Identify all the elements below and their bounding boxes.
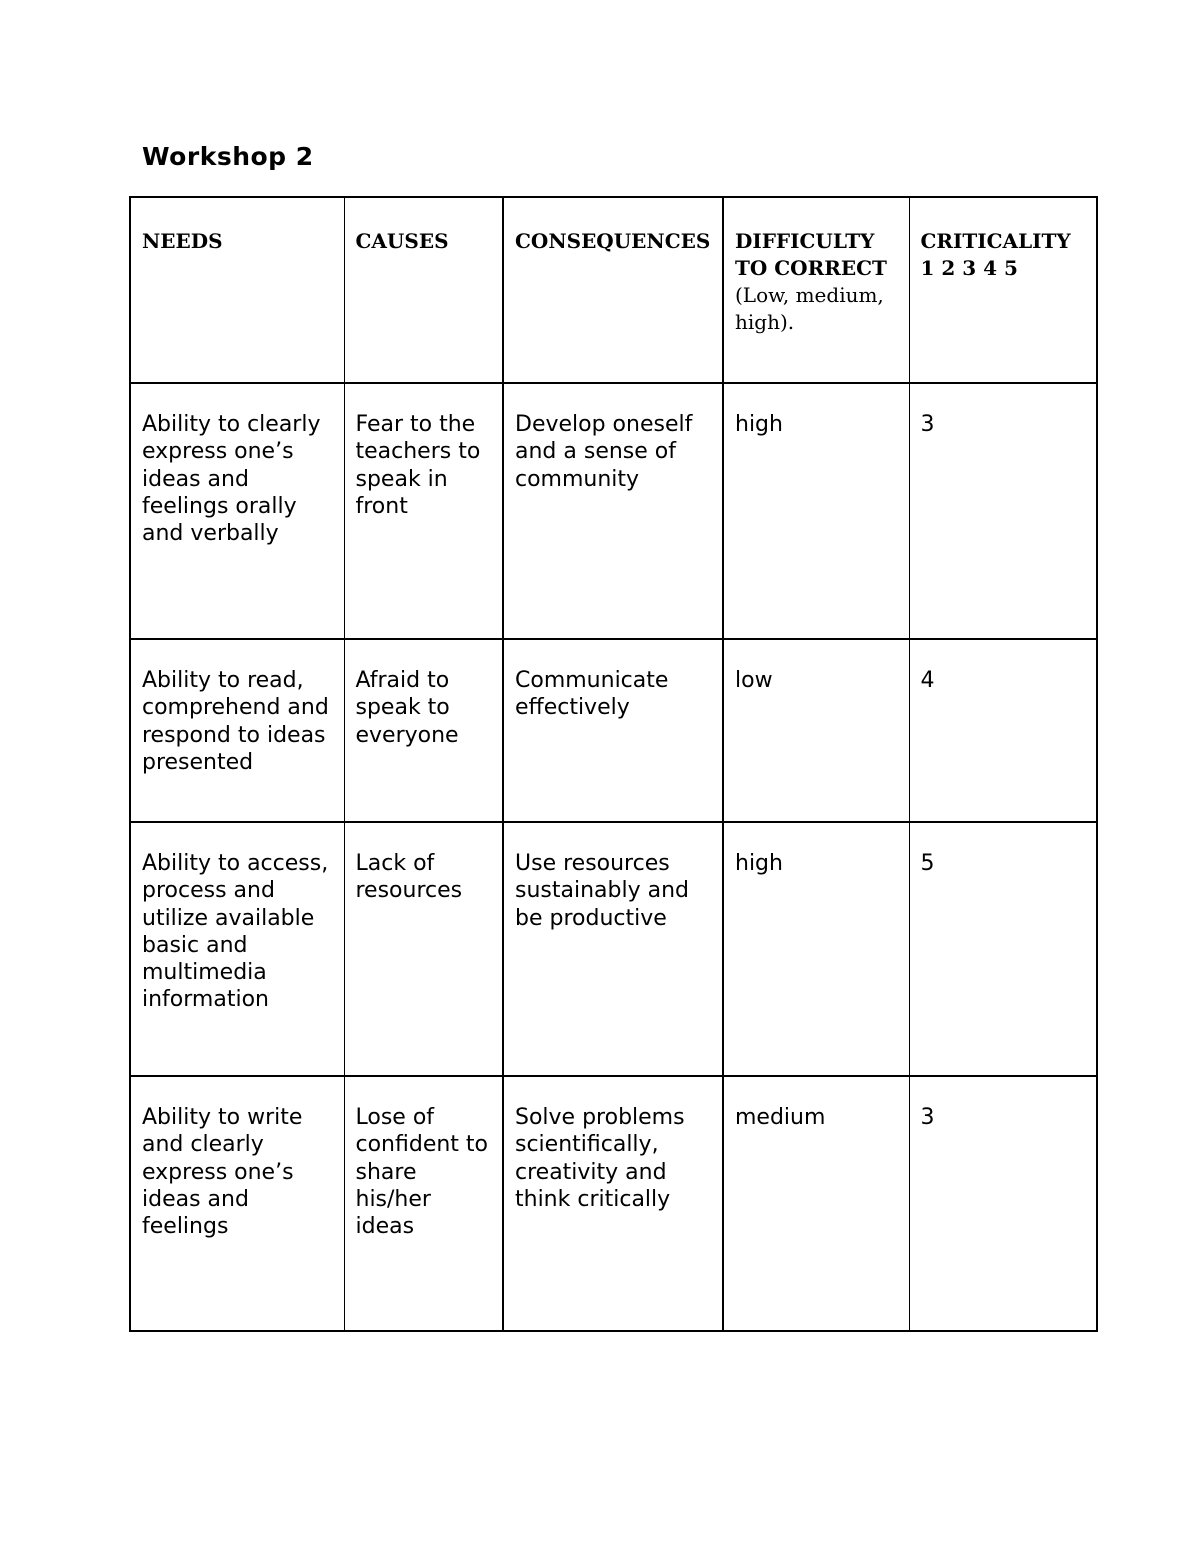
criticality-cell: 4 bbox=[909, 639, 1097, 822]
criticality-cell: 3 bbox=[909, 1076, 1097, 1331]
need-cell: Ability to access, process and utilize available basic and multimedia information bbox=[130, 822, 344, 1076]
criticality-cell: 3 bbox=[909, 383, 1097, 639]
need-cell: Ability to read, comprehend and respond to ideas presented bbox=[130, 639, 344, 822]
difficulty-cell: high bbox=[723, 383, 909, 639]
consequence-cell: Communicate effectively bbox=[503, 639, 723, 822]
cause-cell: Afraid to speak to everyone bbox=[344, 639, 503, 822]
table-row bbox=[130, 1076, 1097, 1331]
header-difficulty: DIFFICULTY TO CORRECT bbox=[735, 229, 887, 280]
table-row bbox=[130, 383, 1097, 639]
header-cell-causes bbox=[344, 197, 503, 383]
header-causes: CAUSES bbox=[355, 229, 449, 253]
need-cell: Ability to clearly express one’s ideas and feelings orally and verbally bbox=[130, 383, 344, 639]
header-difficulty-note: (Low, medium, high). bbox=[735, 283, 884, 334]
criticality-cell: 5 bbox=[909, 822, 1097, 1076]
document-title: Workshop 2 bbox=[142, 142, 314, 171]
header-cell-consequences bbox=[503, 197, 723, 383]
cause-cell: Fear to the teachers to speak in front bbox=[344, 383, 503, 639]
need-cell: Ability to write and clearly express one’s ideas and feelings bbox=[130, 1076, 344, 1331]
header-criticality: CRITICALITY 1 2 3 4 5 bbox=[920, 229, 1071, 280]
consequence-cell: Develop oneself and a sense of community bbox=[503, 383, 723, 639]
consequence-cell: Solve problems scientifically, creativity and think critically bbox=[503, 1076, 723, 1331]
table-header-row bbox=[130, 197, 1097, 383]
header-cell-difficulty bbox=[723, 197, 909, 383]
difficulty-cell: medium bbox=[723, 1076, 909, 1331]
header-cell-criticality bbox=[909, 197, 1097, 383]
consequence-cell: Use resources sustainably and be productive bbox=[503, 822, 723, 1076]
header-needs: NEEDS bbox=[142, 229, 223, 253]
table-row bbox=[130, 639, 1097, 822]
difficulty-cell: low bbox=[723, 639, 909, 822]
header-cell-needs bbox=[130, 197, 344, 383]
table-row bbox=[130, 822, 1097, 1076]
cause-cell: Lack of resources bbox=[344, 822, 503, 1076]
needs-analysis-table bbox=[129, 196, 1098, 1332]
header-consequences: CONSEQUENCES bbox=[515, 229, 711, 253]
difficulty-cell: high bbox=[723, 822, 909, 1076]
cause-cell: Lose of confident to share his/her ideas bbox=[344, 1076, 503, 1331]
